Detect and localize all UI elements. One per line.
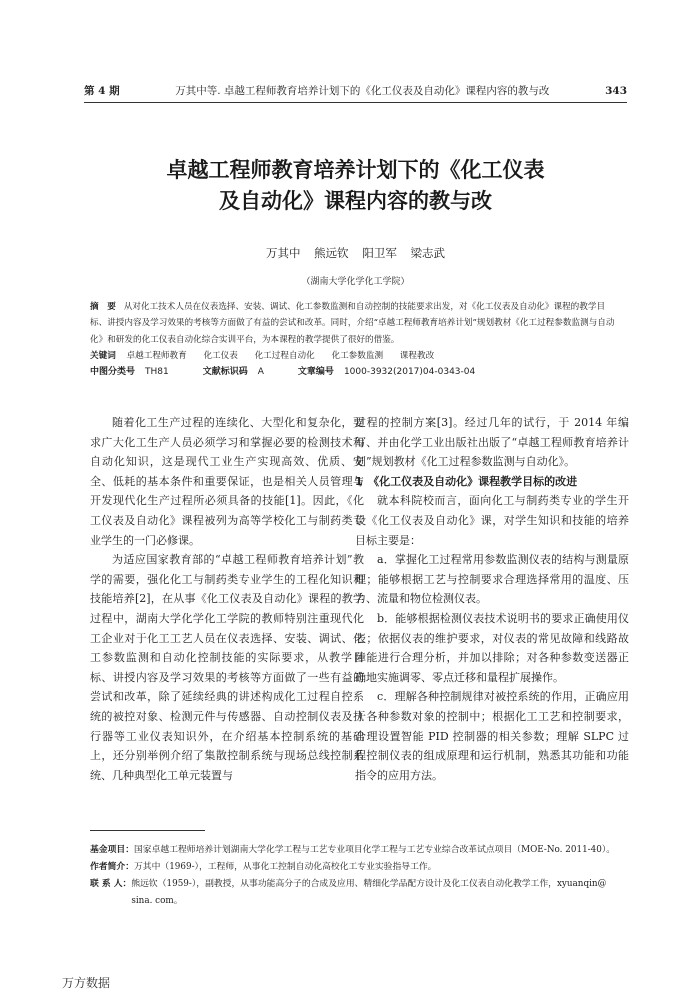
doc-code-label: 文献标识码	[202, 367, 248, 378]
objective-item: c．理解各种控制规律对被控系统的作用，正确应用于各种参数对象的控制中；根据化工工艺和控制要求，合理设置智能 PID 控制器的相关参数；理解 SLPC 过程控制仪表的组成原理和运行机制，熟悉其功能和功能指令的应用方法。	[355, 690, 629, 782]
title-line-2: 及自动化》课程内容的教与改	[219, 189, 492, 213]
abstract-block	[90, 299, 620, 380]
affiliation: （湖南大学化学化工学院）	[301, 277, 410, 287]
keywords-label: 关键词	[90, 350, 116, 361]
body-paragraph: 随着化工生产过程的连续化、大型化和复杂化，要求广大化工生产人员必须学习和掌握必要的检测技术和自动化知识，这是现代工业生产实现高效、优质、安全、低耗的基本条件和重要保证，也是相关人员管理与开发现代化生产过程所必须具备的技能[1]。因此，《化工仪表及自动化》课程被列为高等学校化工与制药类专业学生的一门必修课。	[90, 416, 364, 547]
keyword: 卓越工程师教育	[126, 350, 187, 361]
running-title: 万其中等. 卓越工程师教育培养计划下的《化工仪表及自动化》课程内容的教与改	[175, 85, 550, 97]
footnote-label: 基金项目：	[90, 845, 134, 855]
keyword: 化工参数监测	[331, 350, 384, 361]
title-line-1: 卓越工程师教育培养计划下的《化工仪表	[166, 158, 545, 182]
abstract-label: 摘 要	[90, 302, 116, 312]
classification-line	[90, 364, 620, 380]
article-title	[84, 155, 627, 217]
keyword: 课程教改	[399, 350, 435, 361]
footnote-label: 联 系 人：	[90, 879, 132, 889]
footnote-author	[90, 859, 625, 876]
objective-item: a．掌握化工过程常用参数监测仪表的结构与测量原理；能够根据工艺与控制要求合理选择常用的温度、压力、流量和物位检测仪表。	[355, 553, 629, 606]
doc-code-value: A	[257, 367, 264, 378]
author-list: 万其中 熊远钦 阳卫军 梁志武	[266, 246, 445, 260]
footnote-funding	[90, 842, 625, 859]
footnote-label: 作者简介：	[90, 862, 134, 872]
footnote-text: 万其中（1969-），工程师，从事化工控制自动化高校化工专业实验指导工作。	[134, 862, 437, 872]
article-no-label: 文章编号	[297, 367, 334, 378]
doc-code	[203, 364, 264, 380]
left-column	[90, 413, 364, 785]
body-paragraph: 为适应国家教育部的“卓越工程师教育培养计划”教学的需要，强化化工与制药类专业学生的工程化知识和技能培养[2]，在从事《化工仪表及自动化》课程的教学过程中，湖南大学化学化工学院的教师特别注重现代化工企业对于化工工艺人员在仪表选择、安装、调试、化工参数监测和自动化控制技能的实际要求，从教学目标、讲授内容及学习效果的考核等方面做了一些有益的尝试和改革，除了延续经典的讲述构成化工过程自控系统的被控对象、检测元件与传感器、自动控制仪表及执行器等工业仪表知识外，在介绍基本控制系统的基础上，还分别举例介绍了集散控制系统与现场总线控制系统、几种典型化工单元装置与	[90, 553, 364, 782]
section-heading: 1 《化工仪表及自动化》课程教学目标的改进	[355, 474, 578, 488]
footnote-rule	[90, 830, 205, 831]
footnote-text: 国家卓越工程师培养计划湖南大学化学工程与工艺专业项目化学工程与工艺专业综合改革试点项目（MOE-No. 2011-40）。	[134, 845, 616, 855]
keywords	[90, 348, 620, 364]
abstract-text: 从对化工技术人员在仪表选择、安装、调试、化工参数监测和自动控制的技能要求出发，对《化工仪表及自动化》课程的教学目标、讲授内容及学习效果的考核等方面做了有益的尝试和改革。同时，介绍“卓越工程师教育培养计划”规划教材《化工过程参数监测与自动化》和研发的化工仪表自动化综合实训平台，为本课程的教学提供了很好的借鉴。	[90, 302, 615, 345]
keyword: 化工仪表	[203, 350, 238, 361]
abstract	[90, 299, 620, 348]
article-no	[298, 364, 475, 380]
footnotes	[90, 842, 625, 910]
keyword: 化工过程自动化	[254, 350, 315, 361]
body-paragraph: 就本科院校而言，面向化工与制药类专业的学生开设《化工仪表及自动化》课，对学生知识和技能的培养目标主要是：	[355, 494, 629, 547]
running-header	[84, 83, 627, 103]
clc-value: TH81	[145, 367, 169, 378]
footnote-text: 熊远钦（1959-），副教授，从事功能高分子的合成及应用、精细化学品配方设计及化工仪表自动化教学工作，xyuanqin@ sina. com。	[131, 879, 607, 906]
article-no-value: 1000-3932(2017)04-0343-04	[343, 367, 476, 378]
right-column	[355, 413, 629, 785]
wanfang-watermark: 万方数据	[62, 976, 111, 990]
clc	[90, 364, 169, 380]
body-paragraph: 过程的控制方案[3]。经过几年的试行，于 2014 年编写、并由化学工业出版社出版了“卓越工程师教育培养计划”规划教材《化工过程参数监测与自动化》。	[355, 416, 629, 469]
issue-number: 第 4 期	[84, 85, 120, 97]
objective-item: b．能够根据检测仪表技术说明书的要求正确使用仪表；依据仪表的维护要求，对仪表的常见故障和线路故障能进行合理分析，并加以排除；对各种参数变送器正确地实施调零、零点迁移和量程扩展操作。	[355, 611, 629, 684]
page-number: 343	[605, 84, 627, 97]
footnote-contact	[90, 876, 625, 910]
clc-label: 中图分类号	[90, 367, 136, 378]
